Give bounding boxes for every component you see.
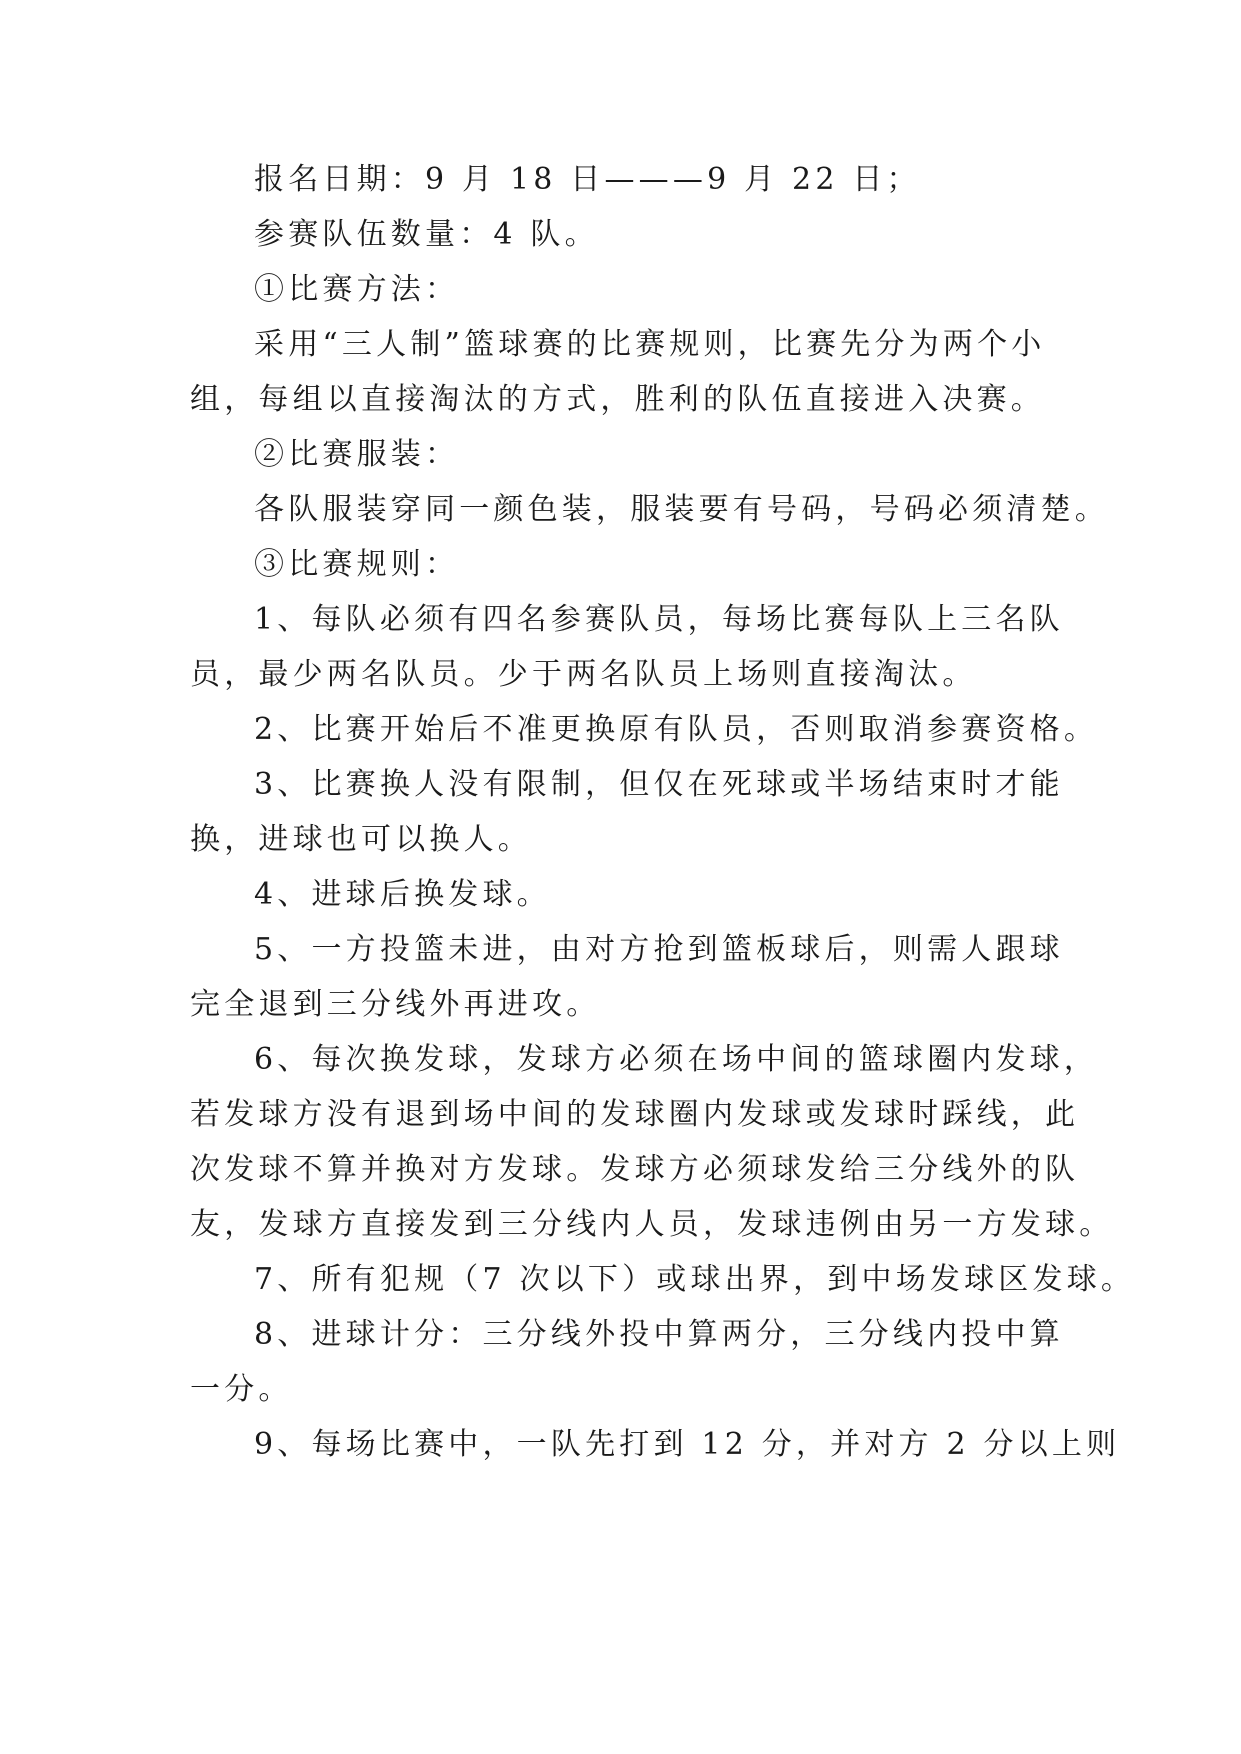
rule-6-line-2: 若发球方没有退到场中间的发球圈内发球或发球时踩线，此 bbox=[190, 1097, 1080, 1132]
rule-1-line-2: 员，最少两名队员。少于两名队员上场则直接淘汰。 bbox=[190, 657, 977, 692]
rule-4-line: 4、进球后换发球。 bbox=[254, 877, 551, 912]
rule-9-line-1: 9、每场比赛中，一队先打到 12 分，并对方 2 分以上则 bbox=[254, 1427, 1121, 1462]
rule-6-line-1: 6、每次换发球，发球方必须在场中间的篮球圈内发球， bbox=[254, 1042, 1099, 1077]
rule-7-line: 7、所有犯规（7 次以下）或球出界，到中场发球区发球。 bbox=[254, 1262, 1136, 1297]
method-paragraph-line-1: 采用“三人制”篮球赛的比赛规则，比赛先分为两个小 bbox=[254, 327, 1046, 362]
registration-date-line: 报名日期：9 月 18 日———9 月 22 日； bbox=[254, 162, 921, 197]
rule-6-line-3: 次发球不算并换对方发球。发球方必须球发给三分线外的队 bbox=[190, 1152, 1080, 1187]
section-heading-rules: ③比赛规则： bbox=[254, 547, 460, 582]
rule-6-line-4: 友，发球方直接发到三分线内人员，发球违例由另一方发球。 bbox=[190, 1207, 1114, 1242]
method-paragraph-line-2: 组，每组以直接淘汰的方式，胜利的队伍直接进入决赛。 bbox=[190, 382, 1045, 417]
rule-2-line: 2、比赛开始后不准更换原有队员，否则取消参赛资格。 bbox=[254, 712, 1099, 747]
rule-5-line-2: 完全退到三分线外再进攻。 bbox=[190, 987, 601, 1022]
rule-3-line-2: 换，进球也可以换人。 bbox=[190, 822, 532, 857]
rule-3-line-1: 3、比赛换人没有限制，但仅在死球或半场结束时才能 bbox=[254, 767, 1064, 802]
team-count-line: 参赛队伍数量：4 队。 bbox=[254, 217, 599, 252]
section-heading-method: ①比赛方法： bbox=[254, 272, 460, 307]
section-heading-uniform: ②比赛服装： bbox=[254, 437, 460, 472]
rule-8-line-2: 一分。 bbox=[190, 1372, 293, 1407]
uniform-paragraph-line: 各队服装穿同一颜色装，服装要有号码，号码必须清楚。 bbox=[254, 492, 1109, 527]
rule-8-line-1: 8、进球计分：三分线外投中算两分，三分线内投中算 bbox=[254, 1317, 1064, 1352]
rule-1-line-1: 1、每队必须有四名参赛队员，每场比赛每队上三名队 bbox=[254, 602, 1064, 637]
rule-5-line-1: 5、一方投篮未进，由对方抢到篮板球后，则需人跟球 bbox=[254, 932, 1064, 967]
